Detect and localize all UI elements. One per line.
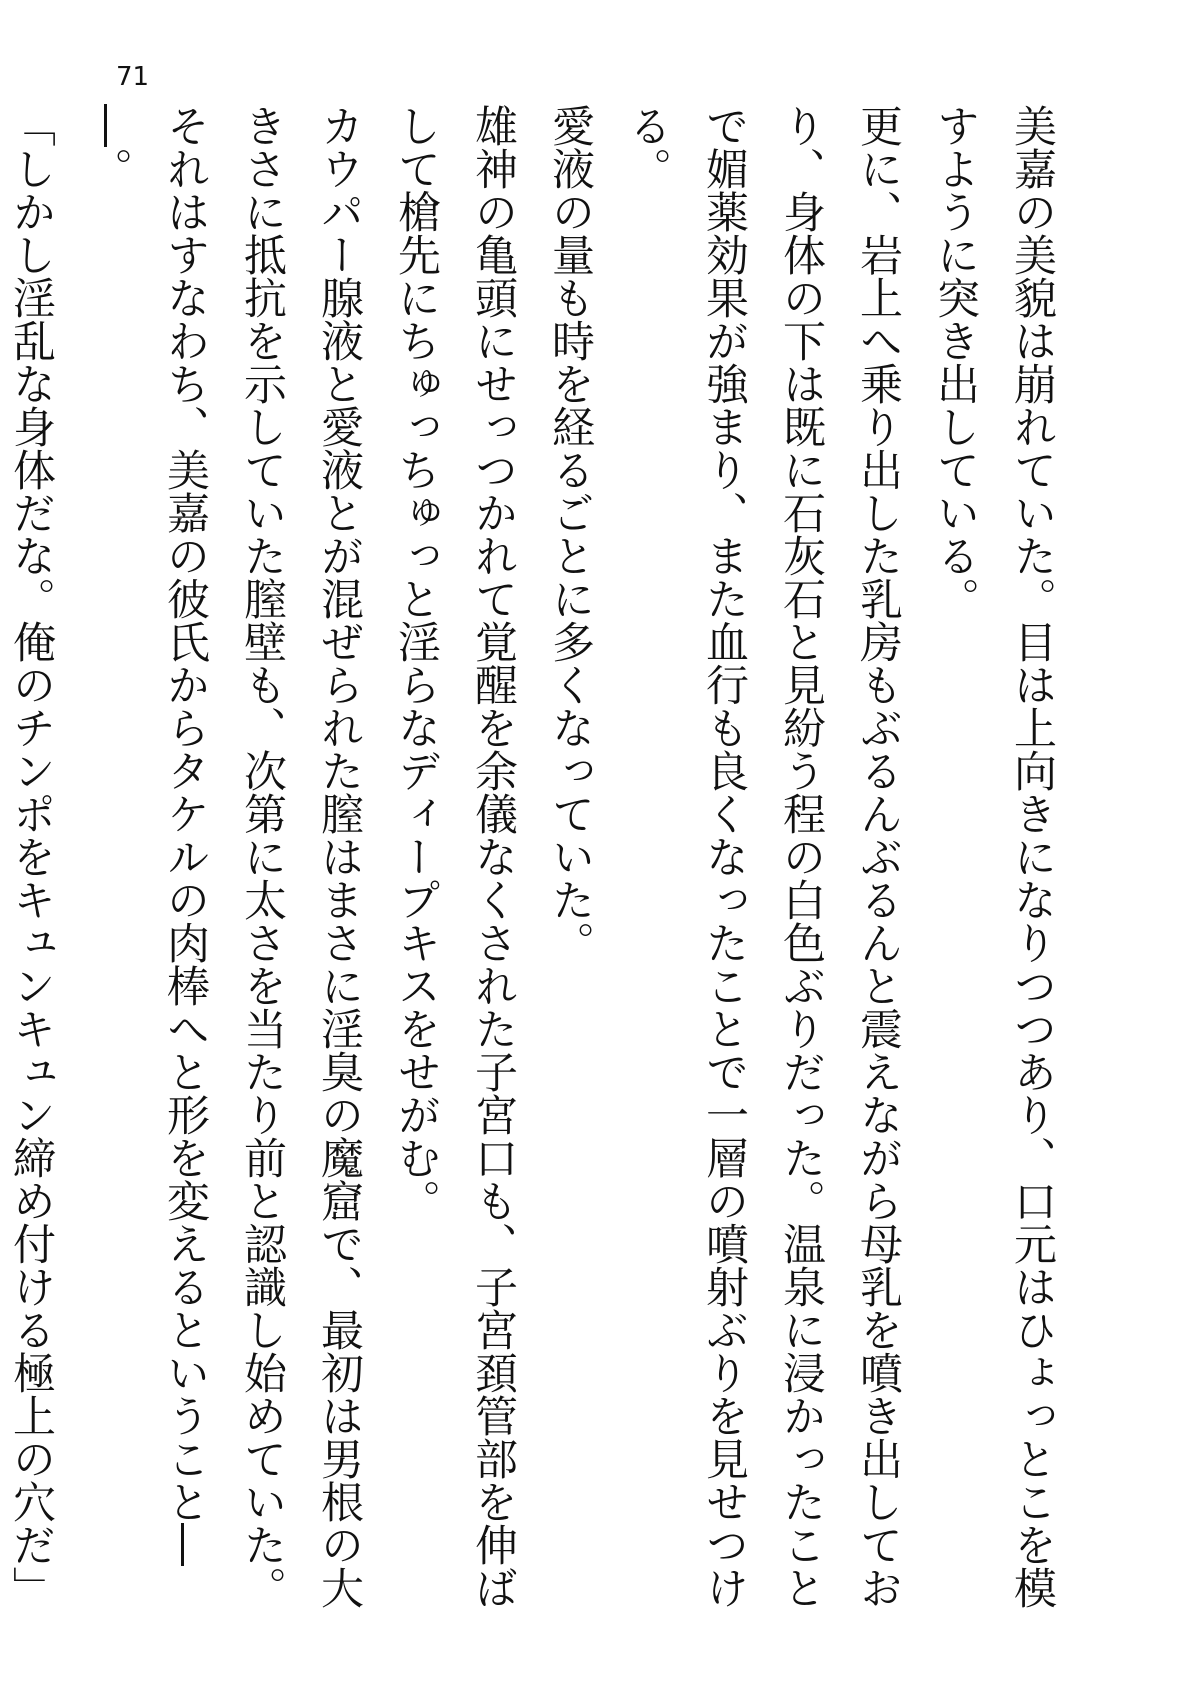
paragraph: 更に、岩上へ乗り出した乳房もぶるんぶるんと震えながら母乳を噴き出しており、身体の下は既に石灰石と見紛う程の白色ぶりだった。温泉に浸かったことで媚薬効果が強まり、また血行も良くなったことで一層の噴射ぶりを見せつける。 <box>622 104 903 1609</box>
paragraph: 愛液の量も時を経るごとに多くなっていた。 <box>545 104 595 964</box>
paragraph: カウパー腺液と愛液とが混ぜられた膣はまさに淫臭の魔窟で、最初は男根の大きさに抵抗を示していた膣壁も、次第に太さを当たり前と認識し始めていた。 <box>237 104 364 1609</box>
paragraph: それはすなわち、美嘉の彼氏からタケルの肉棒へと形を変えるということ――。 <box>83 104 210 1566</box>
paragraph: 美嘉の美貌は崩れていた。目は上向きになりつつあり、口元はひょっとこを模すように突き出している。 <box>930 104 1057 1609</box>
page-number: 71 <box>116 62 150 92</box>
paragraph: 雄神の亀頭にせっつかれて覚醒を余儀なくされた子宮口も、子宮頚管部を伸ばして槍先にちゅっちゅっと淫らなディープキスをせがむ。 <box>391 104 518 1609</box>
vertical-text-body <box>6 104 1070 1634</box>
dialogue-line: 「しかし淫乱な身体だな。俺のチンポをキュンキュン締め付ける極上の穴だ」 <box>6 104 56 1609</box>
